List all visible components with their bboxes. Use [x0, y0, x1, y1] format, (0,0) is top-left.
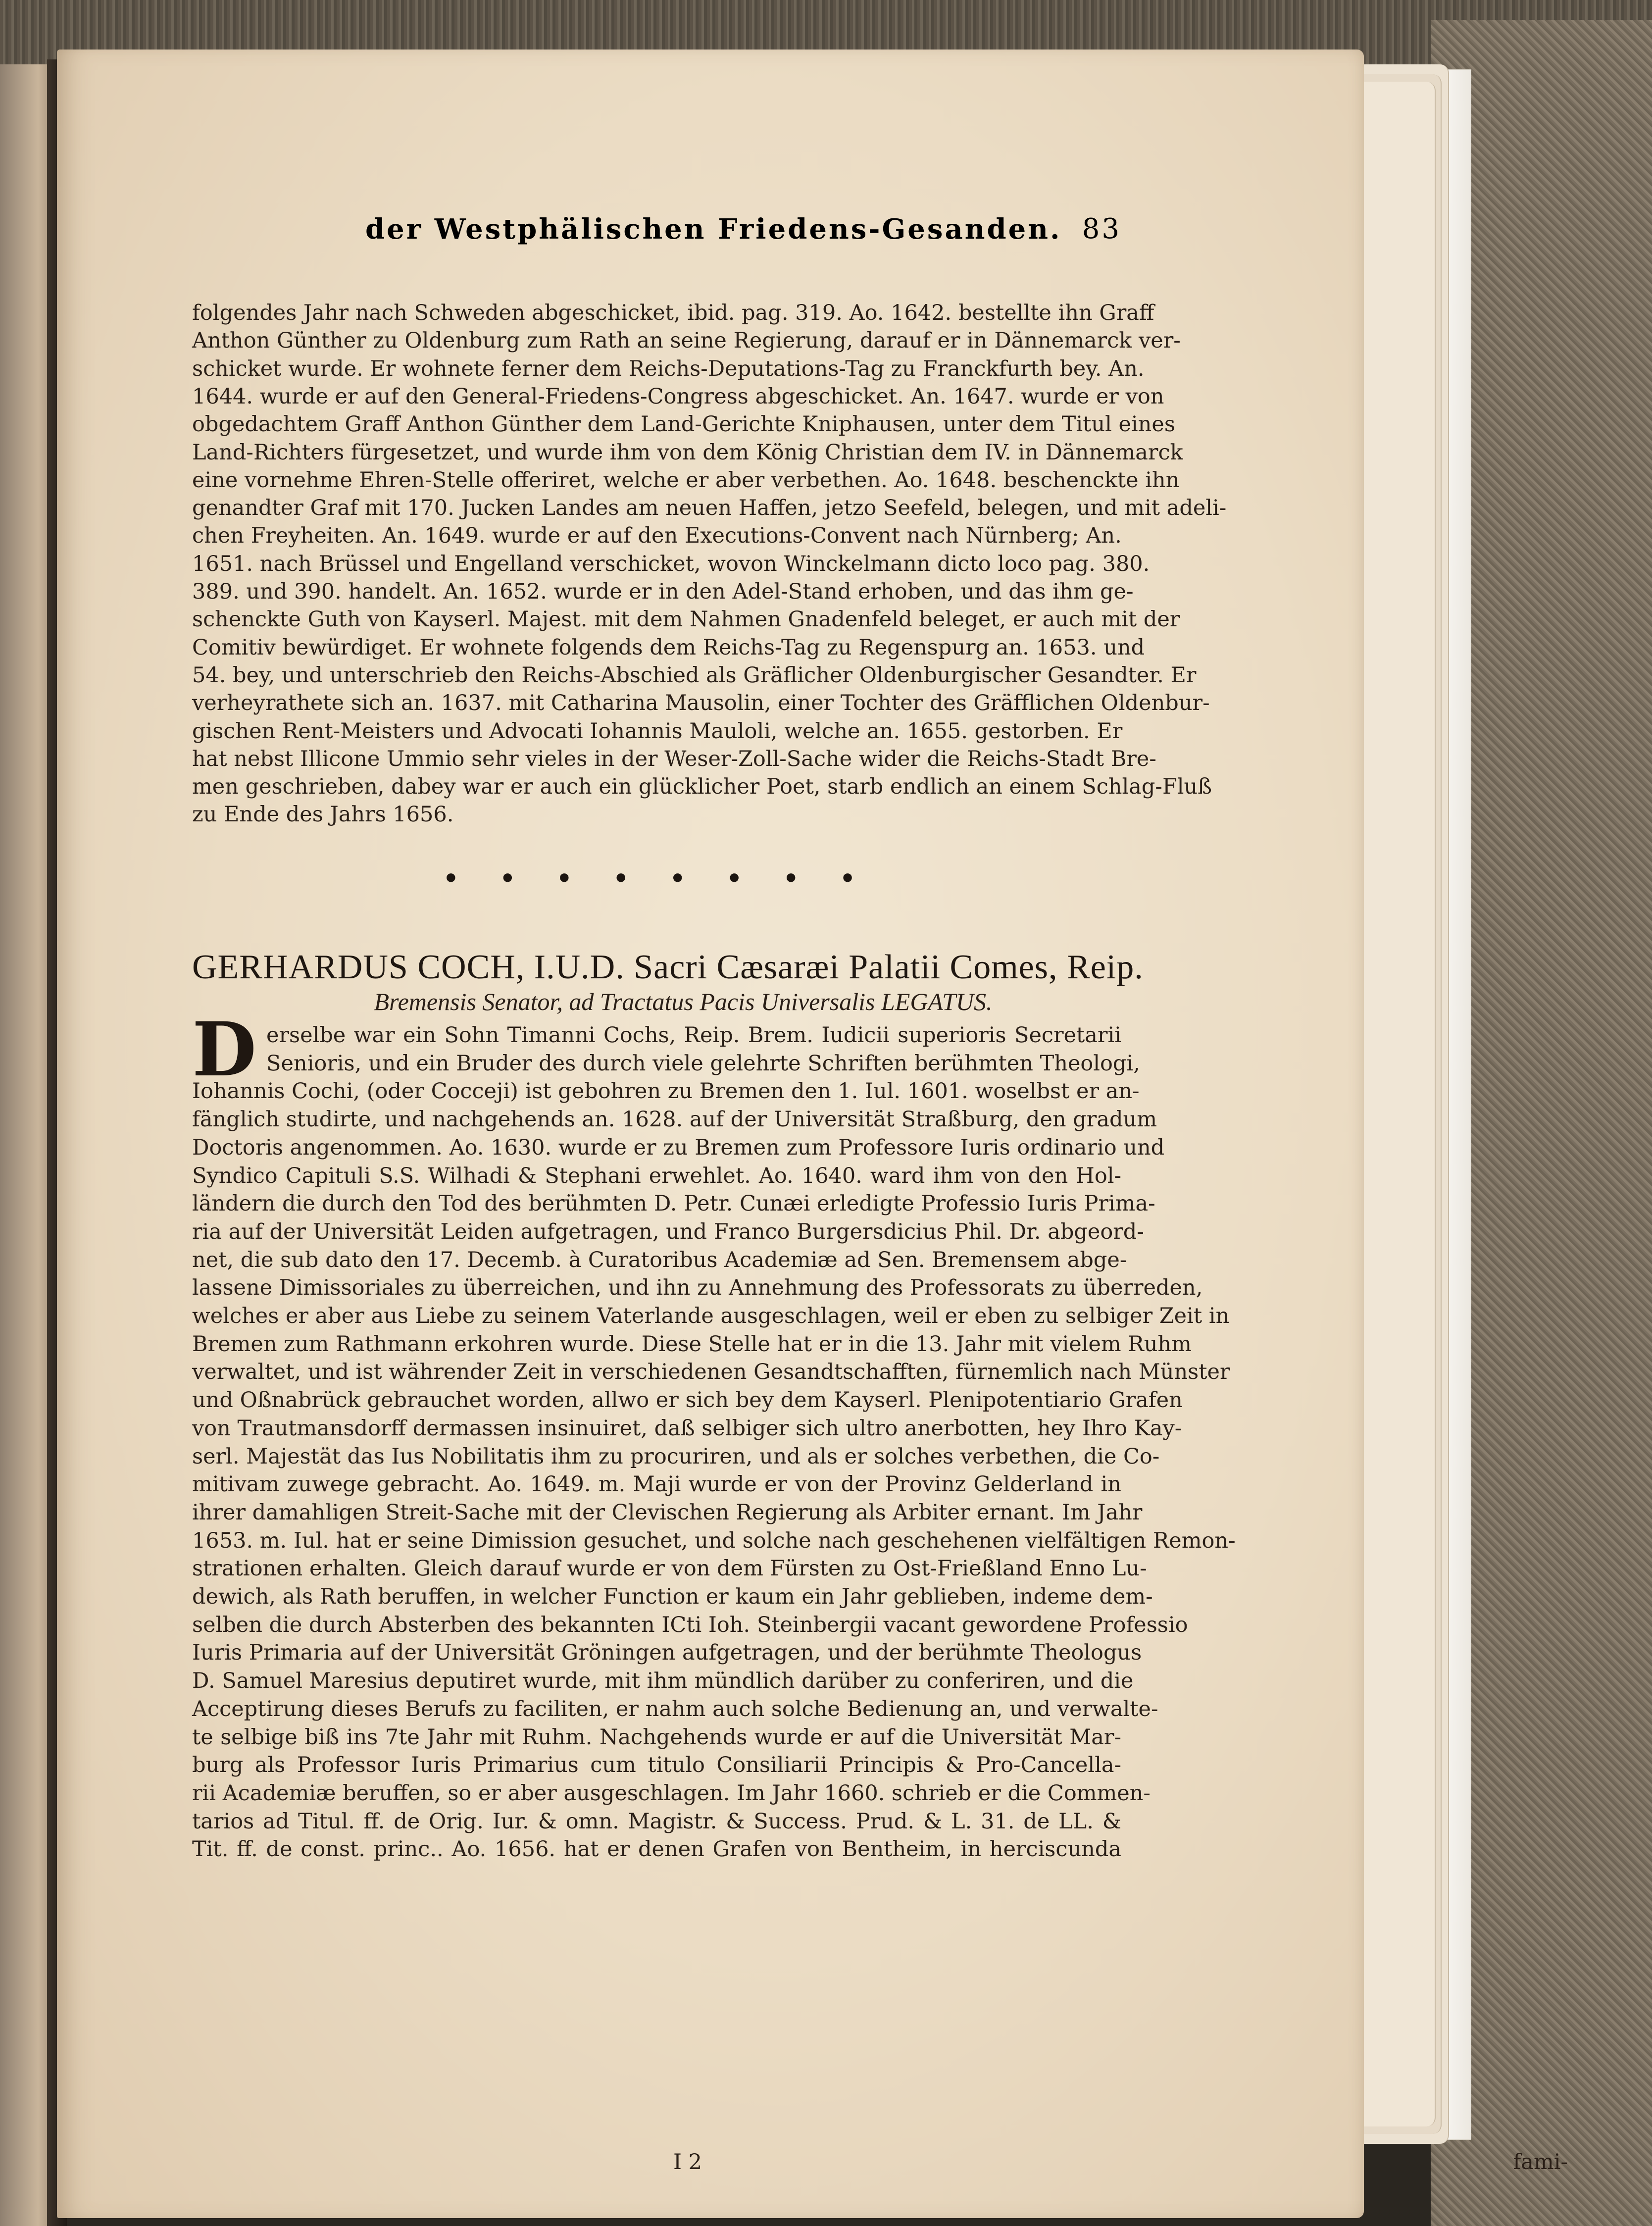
text-line: burg als Professor Iuris Primarius cum titulo Consiliarii Principis & Pro-Cancella- [192, 1753, 1121, 1778]
text-line: Land-Richters fürgesetzet, und wurde ihm von dem König Christian dem IV. in Dännemarck [192, 440, 1183, 465]
text-line: men geschrieben, dabey war er auch ein glücklicher Poet, starb endlich an einem Schlag-Fluß [192, 774, 1212, 800]
text-line: strationen erhalten. Gleich darauf wurde er von dem Fürsten zu Ost-Frießland Enno Lu- [192, 1556, 1147, 1581]
text-line: rii Academiæ beruffen, so er aber ausgeschlagen. Im Jahr 1660. schrieb er die Commen- [192, 1780, 1151, 1806]
text-line: 389. und 390. handelt. An. 1652. wurde er in den Adel-Stand erhoben, und das ihm ge- [192, 579, 1134, 604]
left-facing-page [0, 64, 54, 2226]
text-line: schenckte Guth von Kayserl. Majest. mit dem Nahmen Gnadenfeld beleget, er auch mit der [192, 607, 1180, 632]
text-line: verwaltet, und ist währender Zeit in verschiedenen Gesandtschafften, fürnemlich nach Münster [192, 1360, 1230, 1385]
text-line: und Oßnabrück gebrauchet worden, allwo er sich bey dem Kayserl. Plenipotentiario Grafen [192, 1388, 1183, 1413]
text-line: serl. Majestät das Ius Nobilitatis ihm zu procuriren, und als er solches verbethen, die Co- [192, 1444, 1160, 1469]
text-line: genandter Graf mit 170. Jucken Landes am neuen Haffen, jetzo Seefeld, belegen, und mit adeli- [192, 496, 1227, 521]
text-line: 54. bey, und unterschrieb den Reichs-Abschied als Gräflicher Oldenburgischer Gesandter. Er [192, 662, 1197, 688]
section-separator: • • • • • • • • [442, 861, 871, 896]
running-head [192, 213, 1121, 253]
text-line: Acceptirung dieses Berufs zu faciliten, er nahm auch solche Bedienung an, und verwalte- [192, 1696, 1158, 1721]
text-line: lassene Dimissoriales zu überreichen, und ihn zu Annehmung des Professorats zu überreden, [192, 1275, 1203, 1301]
text-line: 1651. nach Brüssel und Engelland verschicket, wovon Winckelmann dicto loco pag. 380. [192, 551, 1150, 576]
text-line: Bremen zum Rathmann erkohren wurde. Diese Stelle hat er in die 13. Jahr mit vielem Ruhm [192, 1331, 1192, 1357]
drop-cap-initial: D [192, 1006, 257, 1093]
text-line: folgendes Jahr nach Schweden abgeschicket, ibid. pag. 319. Ao. 1642. bestellte ihn Graff [192, 301, 1154, 325]
text-line: fänglich studirte, und nachgehends an. 1628. auf der Universität Straßburg, den gradum [192, 1107, 1157, 1132]
text-line: Senioris, und ein Bruder des durch viele gelehrte Schriften berühmten Theologi, [266, 1051, 1140, 1076]
text-line: 1644. wurde er auf den General-Friedens-Congress abgeschicket. An. 1647. wurde er von [192, 384, 1164, 409]
text-line: dewich, als Rath beruffen, in welcher Function er kaum ein Jahr geblieben, indeme dem- [192, 1584, 1153, 1609]
text-line: ria auf der Universität Leiden aufgetragen, und Franco Burgersdicius Phil. Dr. abgeord- [192, 1219, 1144, 1244]
signature-mark: I 2 [673, 2150, 702, 2175]
text-line: selben die durch Absterben des bekannten ICti Ioh. Steinbergii vacant gewordene Professio [192, 1612, 1188, 1637]
text-line: net, die sub dato den 17. Decemb. à Curatoribus Academiæ ad Sen. Bremensem abge- [192, 1247, 1127, 1272]
text-line: ländern die durch den Tod des berühmten D. Petr. Cunæi erledigte Professio Iuris Prima- [192, 1191, 1155, 1216]
text-line: Anthon Günther zu Oldenburg zum Rath an seine Regierung, darauf er in Dännemarck ver- [192, 328, 1181, 354]
text-line: erselbe war ein Sohn Timanni Cochs, Reip. Brem. Iudicii superioris Secretarii [266, 1023, 1121, 1048]
entry-subheading: Bremensis Senator, ad Tractatus Pacis Universalis LEGATUS. [374, 988, 993, 1015]
text-line: Doctoris angenommen. Ao. 1630. wurde er zu Bremen zum Professore Iuris ordinario und [192, 1135, 1165, 1160]
text-line: gischen Rent-Meisters und Advocati Iohannis Mauloli, welche an. 1655. gestorben. Er [192, 718, 1123, 744]
text-line: schicket wurde. Er wohnete ferner dem Reichs-Deputations-Tag zu Franckfurth bey. An. [192, 356, 1145, 381]
text-line: welches er aber aus Liebe zu seinem Vaterlande ausgeschlagen, weil er eben zu selbiger Zeit in [192, 1304, 1230, 1328]
text-line: Comitiv bewürdiget. Er wohnete folgends dem Reichs-Tag zu Regenspurg an. 1653. und [192, 635, 1145, 660]
text-line: eine vornehme Ehren-Stelle offeriret, welche er aber verbethen. Ao. 1648. beschenckte ihn [192, 467, 1180, 493]
text-line: hat nebst Illicone Ummio sehr vieles in der Weser-Zoll-Sache wider die Reichs-Stadt Bre- [192, 746, 1156, 771]
text-line: Iuris Primaria auf der Universität Gröningen aufgetragen, und der berühmte Theologus [192, 1640, 1142, 1666]
entry-heading: GERHARDUS COCH, I.U.D. Sacri Cæsaræi Palatii Comes, Reip. [192, 948, 1144, 986]
page-number: 83 [1082, 213, 1121, 245]
text-line: Tit. ff. de const. princ.. Ao. 1656. hat er denen Grafen von Bentheim, in herciscunda [192, 1837, 1121, 1862]
text-line: Syndico Capituli S.S. Wilhadi & Stephani erwehlet. Ao. 1640. ward ihm von den Hol- [192, 1163, 1121, 1188]
text-line: chen Freyheiten. An. 1649. wurde er auf den Executions-Convent nach Nürnberg; An. [192, 523, 1122, 549]
text-line: obgedachtem Graff Anthon Günther dem Land-Gerichte Kniphausen, unter dem Titul eines [192, 412, 1175, 437]
text-line: te selbige biß ins 7te Jahr mit Ruhm. Nachgehends wurde er auf die Universität Mar- [192, 1724, 1121, 1750]
text-line: zu Ende des Jahrs 1656. [192, 802, 454, 827]
text-line: tarios ad Titul. ff. de Orig. Iur. & omn. Magistr. & Success. Prud. & L. 31. de LL. & [192, 1809, 1121, 1834]
text-line: D. Samuel Maresius deputiret wurde, mit ihm mündlich darüber zu conferiren, und die [192, 1669, 1134, 1694]
text-line: 1653. m. Iul. hat er seine Dimission gesuchet, und solche nach geschehenen vielfältigen Remon- [192, 1528, 1236, 1553]
running-title: der Westphälischen Friedens-Gesanden. [365, 213, 1062, 246]
text-line: Iohannis Cochi, (oder Cocceji) ist gebohren zu Bremen den 1. Iul. 1601. woselbst er an- [192, 1079, 1140, 1104]
text-line: verheyrathete sich an. 1637. mit Catharina Mausolin, einer Tochter des Gräfflichen Oldenbur- [192, 691, 1210, 716]
text-line: ihrer damahligen Streit-Sache mit der Clevischen Regierung als Arbiter ernant. Im Jahr [192, 1500, 1143, 1525]
text-line: mitivam zuwege gebracht. Ao. 1649. m. Maji wurde er von der Provinz Gelderland in [192, 1472, 1121, 1497]
catchword: fami- [1513, 2150, 1568, 2175]
text-line: von Trautmansdorff dermassen insinuiret, daß selbiger sich ultro anerbotten, hey Ihro Kay- [192, 1416, 1182, 1441]
